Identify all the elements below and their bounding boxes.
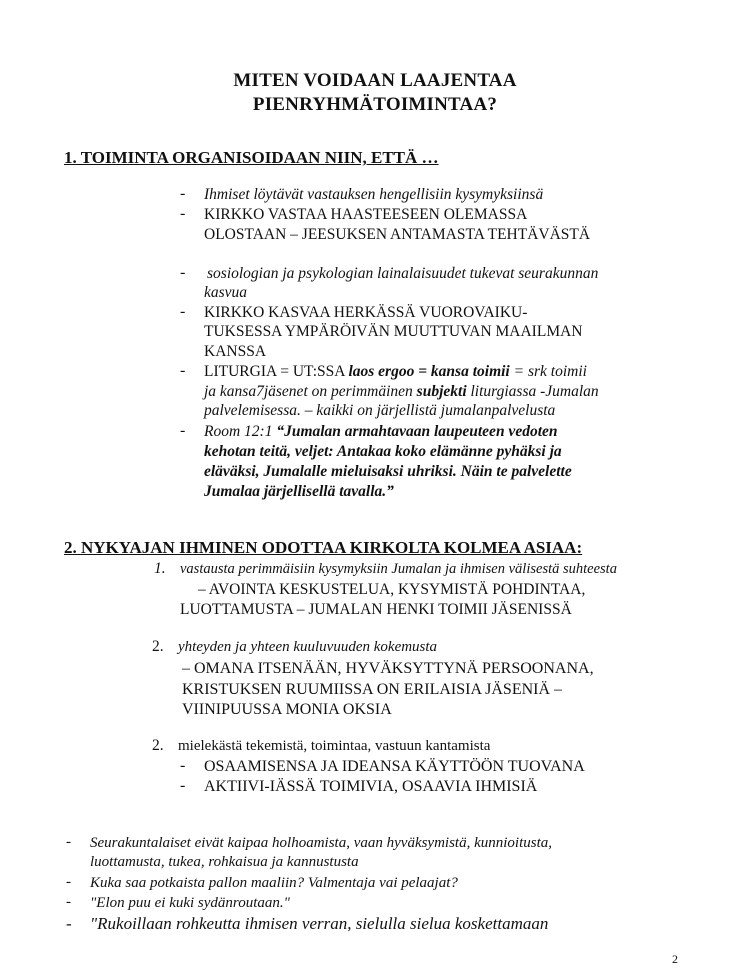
page-number: 2	[672, 952, 678, 966]
section2-heading	[64, 538, 582, 558]
bullet-text: KIRKKO VASTAA HAASTEESEEN OLEMASSA	[204, 206, 528, 223]
room-ref: Room 12:1	[204, 423, 277, 440]
bullet-text: sosiologian ja psykologian lainalaisuudet tukevat seurakunnan	[207, 265, 599, 282]
room-line-4: Jumalaa järjellisellä tavalla.”	[204, 483, 394, 500]
bullet-dash: -	[180, 205, 186, 222]
title-line-2: PIENRYHMÄTOIMINTAA?	[252, 94, 498, 115]
subjekti: subjekti	[416, 383, 467, 400]
footer-dash: -	[66, 894, 71, 910]
item-number: 2.	[152, 737, 164, 754]
liturgia-text: LITURGIA = UT:SSA	[204, 363, 349, 380]
footer-text: luottamusta, tukea, rohkaisua ja kannustusta	[90, 854, 359, 870]
sub-bullet-dash: -	[180, 757, 186, 774]
bullet-dash: -	[180, 303, 186, 320]
footer-text: Kuka saa potkaista pallon maaliin? Valmentaja vai pelaajat?	[90, 875, 458, 891]
sub-bullet-text: OSAAMISENSA JA IDEANSA KÄYTTÖÖN TUOVANA	[204, 758, 585, 775]
room-line-2: kehotan teitä, veljet: Antakaa koko elämänne pyhäksi ja	[204, 443, 562, 460]
item-line: KRISTUKSEN RUUMIISSA ON ERILAISIA JÄSENIÄ –	[182, 681, 563, 698]
section2-heading-text: 2. NYKYAJAN IHMINEN ODOTTAA KIRKOLTA KOLMEA	[64, 538, 524, 557]
liturgia-text: = srk toimii	[509, 363, 587, 380]
sub-bullet-dash: -	[180, 777, 186, 794]
footer-dash: -	[66, 834, 71, 850]
sub-bullet-text: AKTIIVI-IÄSSÄ TOIMIVIA, OSAAVIA IHMISIÄ	[204, 778, 538, 795]
section2-heading-asiaa: ASIAA:	[523, 538, 583, 557]
title-line-1: MITEN VOIDAAN LAAJENTAA	[233, 70, 517, 91]
footer-text: Seurakuntalaiset eivät kaipaa holhoamista, vaan hyväksymistä, kunnioitusta,	[90, 835, 553, 851]
item-line: – AVOINTA KESKUSTELUA, KYSYMISTÄ POHDINTAA,	[198, 581, 586, 598]
item-lead: yhteyden ja yhteen kuuluvuuden kokemusta	[178, 639, 438, 655]
room-line-3: eläväksi, Jumalalle mieluisaksi uhriksi. Näin te palvelette	[204, 463, 572, 480]
bullet-text: kasvua	[204, 284, 248, 301]
laos-ergoo: laos ergoo = kansa toimii	[348, 363, 510, 380]
footer-dash: -	[66, 874, 71, 890]
footer-text: "Rukoillaan rohkeutta ihmisen verran, sielulla sielua koskettamaan	[90, 914, 549, 933]
bullet-dash: -	[180, 422, 186, 439]
bullet-dash: -	[180, 362, 186, 379]
item-lead: mielekästä tekemistä, toimintaa, vastuun kantamista	[178, 738, 491, 754]
section1-heading: 1. TOIMINTA ORGANISOIDAAN NIIN, ETTÄ …	[64, 148, 439, 167]
item-line: – OMANA ITSENÄÄN, HYVÄKSYTTYNÄ PERSOONANA,	[182, 660, 594, 677]
room-quote: “Jumalan armahtavaan laupeuteen vedoten	[276, 423, 558, 440]
liturgia-text: ja kansa7jäsenet on perimmäinen	[204, 383, 417, 400]
item-line: LUOTTAMUSTA – JUMALAN HENKI TOIMII JÄSENISSÄ	[180, 601, 572, 618]
liturgia-text: liturgiassa -Jumalan	[466, 383, 599, 400]
bullet-text: KANSSA	[204, 343, 267, 360]
bullet-dash: -	[180, 264, 186, 281]
item-number: 2.	[152, 638, 164, 655]
liturgia-line-2	[204, 382, 599, 401]
liturgia-line-1	[204, 362, 587, 381]
bullet-text: TUKSESSA YMPÄRÖIVÄN MUUTTUVAN MAAILMAN	[204, 323, 583, 340]
item-lead: vastausta perimmäisiin kysymyksiin Jumalan ja ihmisen välisestä suhteesta	[180, 561, 617, 577]
bullet-text: Ihmiset löytävät vastauksen hengellisiin kysymyksiinsä	[204, 186, 544, 203]
footer-dash: -	[66, 914, 72, 933]
item-number: 1.	[154, 560, 166, 577]
footer-text: "Elon puu ei kuki sydänroutaan."	[90, 895, 290, 911]
bullet-dash: -	[180, 185, 186, 202]
bullet-text: KIRKKO KASVAA HERKÄSSÄ VUOROVAIKU-	[204, 304, 528, 321]
liturgia-line-3: palvelemisessa. – kaikki on järjellistä jumalanpalvelusta	[204, 402, 556, 419]
bullet-text: OLOSTAAN – JEESUKSEN ANTAMASTA TEHTÄVÄSTÄ	[204, 226, 591, 243]
room-line-1	[204, 422, 558, 441]
item-line: VIINIPUUSSA MONIA OKSIA	[182, 701, 392, 718]
